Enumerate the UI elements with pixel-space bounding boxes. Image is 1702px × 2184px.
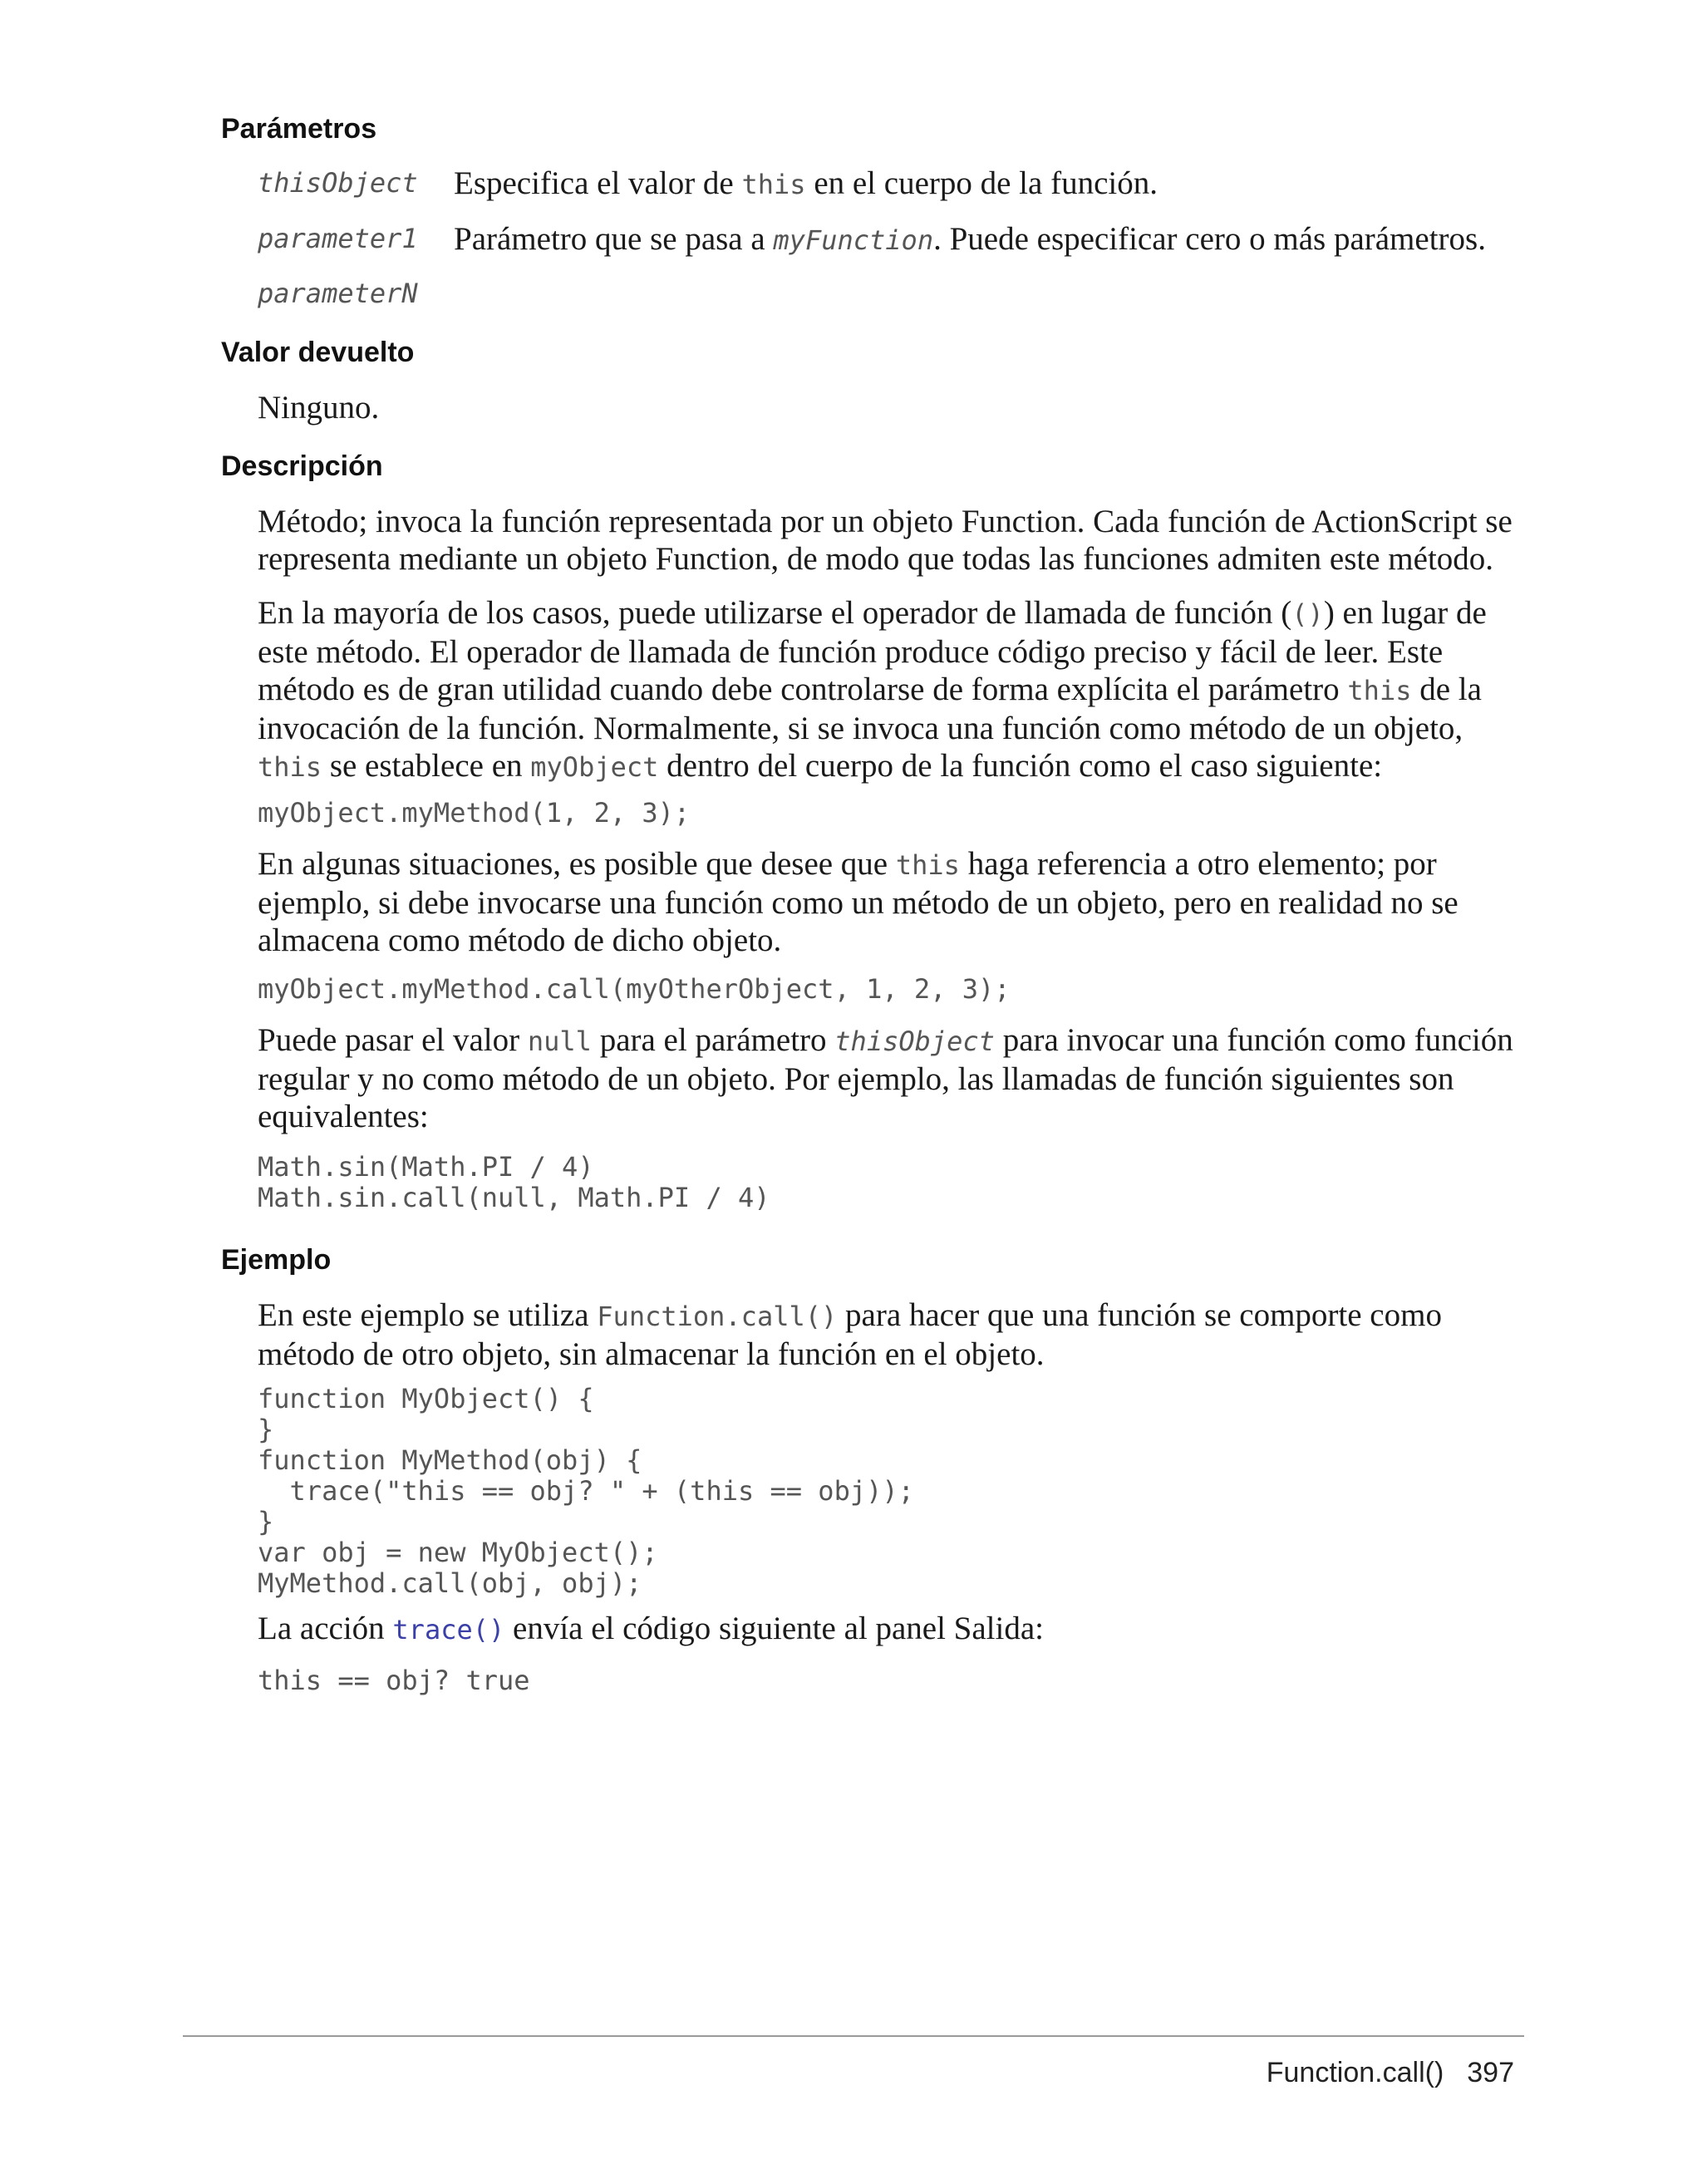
page-number: 397	[1467, 2057, 1514, 2088]
example-paragraph-2	[258, 1610, 1529, 1649]
param-name-parametern: parameterN	[258, 278, 418, 309]
description-paragraph-4	[258, 1021, 1529, 1135]
inline-code: this	[1347, 675, 1412, 706]
text-span: dentro del cuerpo de la función como el caso siguiente:	[658, 748, 1383, 784]
param-desc-code: myFunction	[773, 224, 934, 256]
param-desc-text: en el cuerpo de la función.	[805, 165, 1158, 201]
param-name-parameter1: parameter1	[258, 223, 418, 254]
text-span: para invocar una función como función regular y no como método de un objeto. Por ejemplo, las llamadas de función siguientes son equivalentes:	[258, 1022, 1513, 1134]
text-span: envía el código siguiente al panel Salida:	[504, 1611, 1044, 1646]
text-span: para el parámetro	[591, 1022, 835, 1058]
heading-parametros: Parámetros	[221, 113, 377, 145]
inline-code: this	[895, 849, 960, 881]
heading-ejemplo: Ejemplo	[221, 1244, 332, 1276]
text-span: haga referencia a otro elemento; por ejemplo, si debe invocarse una función como un método de un objeto, pero en realidad no se almacena como método de dicho objeto.	[258, 846, 1459, 958]
text-span: La acción	[258, 1611, 393, 1646]
text-span: En la mayoría de los casos, puede utilizarse el operador de llamada de función (	[258, 595, 1292, 631]
text-span: para hacer que una función se comporte como método de otro objeto, sin almacenar la función en el objeto.	[258, 1297, 1442, 1372]
param-desc-text: Parámetro que se pasa a	[454, 221, 774, 257]
inline-code: null	[527, 1026, 592, 1057]
footer-title: Function.call()	[1266, 2057, 1444, 2088]
description-paragraph-1: Método; invoca la función representada por un objeto Function. Cada función de ActionScript se representa mediante un objeto Function, de modo que todas las funciones admiten este método.	[258, 504, 1513, 577]
param-desc-thisobject	[454, 165, 1534, 204]
param-desc-code: this	[741, 169, 806, 200]
param-name-thisobject: thisObject	[258, 167, 418, 199]
example-code-block: function MyObject() { } function MyMethod(obj) { trace("this == obj? " + (this == obj)); } var obj = new MyObject(); MyMethod.call(obj, obj);	[258, 1383, 914, 1599]
inline-code: thisObject	[834, 1026, 995, 1057]
text-span: ) en lugar de este método. El operador de llamada de función produce código preciso y fácil de leer. Este método es de gran utilidad cuando debe controlarse de forma explícita el parámetro	[258, 595, 1487, 707]
text-span: de la invocación de la función. Normalmente, si se invoca una función como método de un objeto,	[258, 671, 1482, 746]
text-span: En este ejemplo se utiliza	[258, 1297, 598, 1333]
param-desc-parameter1	[454, 220, 1534, 259]
description-paragraph-3	[258, 845, 1529, 959]
heading-descripcion: Descripción	[221, 450, 383, 482]
example-paragraph-1	[258, 1296, 1529, 1373]
footer-rule	[183, 2035, 1524, 2037]
inline-code: this	[258, 751, 322, 783]
page-footer	[1267, 2056, 1514, 2089]
text-span: se establece en	[322, 748, 531, 784]
text-span: Puede pasar el valor	[258, 1022, 528, 1058]
param-desc-text: Especifica el valor de	[454, 165, 742, 201]
inline-code: Function.call()	[597, 1301, 838, 1332]
inline-code: ()	[1291, 598, 1324, 630]
return-value-text: Ninguno.	[258, 390, 380, 425]
inline-code: myObject	[530, 751, 659, 783]
code-block-3: Math.sin(Math.PI / 4) Math.sin.call(null, Math.PI / 4)	[258, 1151, 770, 1213]
code-block-2: myObject.myMethod.call(myOtherObject, 1, 2, 3);	[258, 973, 1011, 1005]
param-desc-text: . Puede especificar cero o más parámetros.	[933, 221, 1486, 257]
description-paragraph-2	[258, 594, 1529, 786]
code-block-1: myObject.myMethod(1, 2, 3);	[258, 797, 691, 829]
text-span: En algunas situaciones, es posible que desee que	[258, 846, 896, 882]
heading-valor-devuelto: Valor devuelto	[221, 337, 415, 368]
trace-link[interactable]: trace()	[392, 1614, 505, 1645]
output-code-block: this == obj? true	[258, 1665, 530, 1696]
